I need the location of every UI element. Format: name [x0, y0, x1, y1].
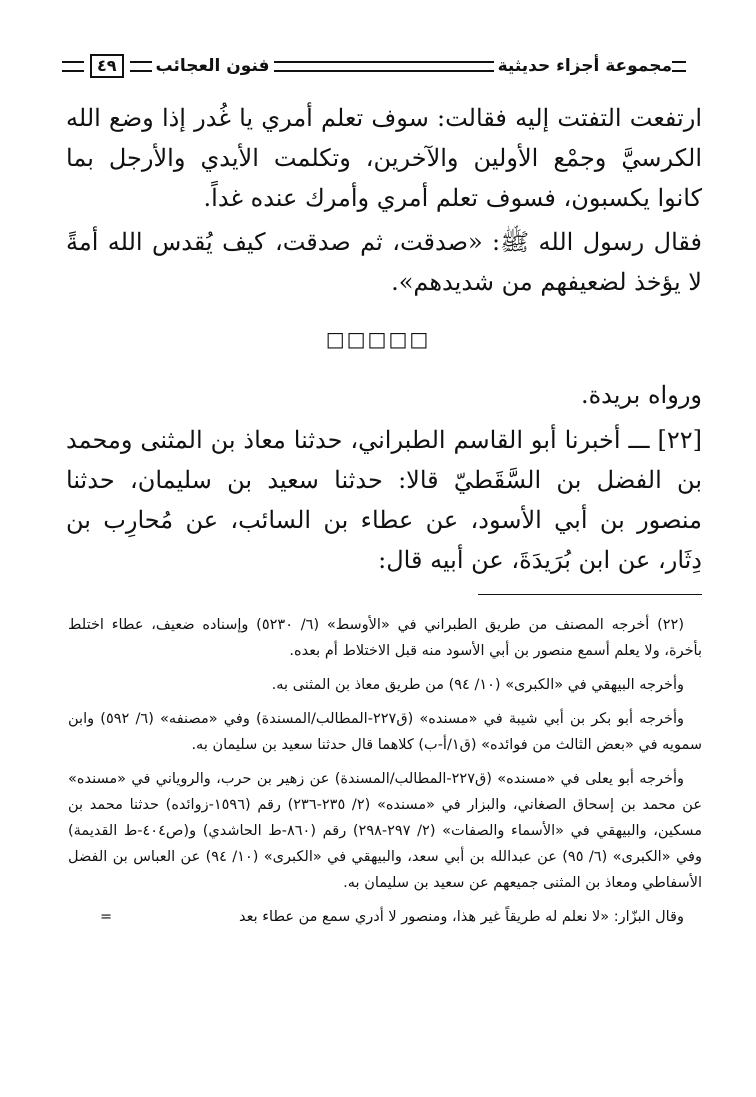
section-separator: □□□□□	[325, 327, 431, 351]
header-rule-end	[672, 61, 686, 72]
footnote-separator-rule	[478, 594, 702, 595]
body-paragraph-2	[66, 222, 702, 302]
footnote-text: وقال البزّار: «لا نعلم له طريقاً غير هذا، ومنصور لا أدري سمع من عطاء بعد	[238, 909, 684, 925]
footnote-paragraph: (٢٢) أخرجه المصنف من طريق الطبراني في «الأوسط» (٦/ ٥٢٣٠) وإسناده ضعيف، عطاء اختلط بأخرة، ولا يعلم أسمع منصور بن أبي الأسود منه قبل الاختلاط أم بعده.	[68, 617, 702, 659]
header-left-title: مجموعة أجزاء حديثية	[497, 56, 672, 76]
body-paragraph-1	[66, 98, 702, 218]
footnote-paragraph: وأخرجه أبو بكر بن أبي شيبة في «مسنده» (ق٢٢٧-المطالب/المسندة) وفي «مصنفه» (٦/ ٥٩٢) وابن سمويه في «بعض الثالث من فوائده» (ق١/أ-ب) كلاهما قال حدثنا سعيد بن سليمان به.	[68, 711, 702, 753]
body-paragraph-hadith-22	[66, 420, 702, 580]
header-rule-short	[130, 61, 152, 72]
paragraph-text: فقال رسول الله ﷺ: «صدقت، ثم صدقت، كيف يُقدس الله أمةً لا يؤخذ لضعيفهم من شديدهم».	[66, 228, 702, 296]
footnote-paragraph-continued	[68, 904, 702, 930]
header-right-title: فنون العجائب	[155, 56, 270, 76]
header-rule-short-end	[62, 61, 84, 72]
footnote-paragraph: وأخرجه أبو يعلى في «مسنده» (ق٢٢٧-المطالب/المسندة) عن زهير بن حرب، والروياني في «مسنده» عن محمد بن إسحاق الصغاني، والبزار في «مسنده» (٢/ ٢٣٥-٢٣٦) رقم (١٥٩٦-زوائده) حدثنا محمد بن مسكين، والبيهقي في «الأسماء والصفات» (٢/ ٢٩٧-٢٩٨) رقم (٨٦٠-ط الحاشدي) و(ص٤٠٤-ط القديمة) وفي «الكبرى» (٦/ ٩٥) عن عبدالله بن أبي سعد، والبيهقي في «الكبرى» (١٠/ ٩٤) عن العباس بن الفضل الأسفاطي ومعاذ بن المثنى جميعهم عن سعيد بن سليمان به.	[68, 771, 703, 891]
body-paragraph-3	[66, 375, 702, 415]
continuation-mark: =	[100, 909, 113, 925]
paragraph-text: ارتفعت التفتت إليه فقالت: سوف تعلم أمري يا غُدر إذا وضع الله الكرسيَّ وجمْع الأولين والآخرين، وتكلمت الأيدي والأرجل بما كانوا يكسبون، فسوف تعلم أمري وأمرك عنده غداً.	[66, 104, 702, 212]
running-header	[58, 52, 686, 80]
header-rule	[274, 61, 494, 72]
footnote-paragraph: وأخرجه البيهقي في «الكبرى» (١٠/ ٩٤) من طريق معاذ بن المثنى به.	[271, 677, 684, 693]
page-number: ٤٩	[90, 54, 124, 78]
paragraph-text: ورواه بريدة.	[580, 381, 702, 409]
paragraph-text: [٢٢] ـــ أخبرنا أبو القاسم الطبراني، حدثنا معاذ بن المثنى ومحمد بن الفضل بن السَّقَطيّ قالا: حدثنا سعيد بن سليمان، حدثنا منصور بن أبي الأسود، عن عطاء بن السائب، عن مُحارِب بن دِثَار، عن ابن بُرَيدَةَ، عن أبيه قال:	[66, 426, 702, 574]
footnotes	[68, 612, 702, 938]
